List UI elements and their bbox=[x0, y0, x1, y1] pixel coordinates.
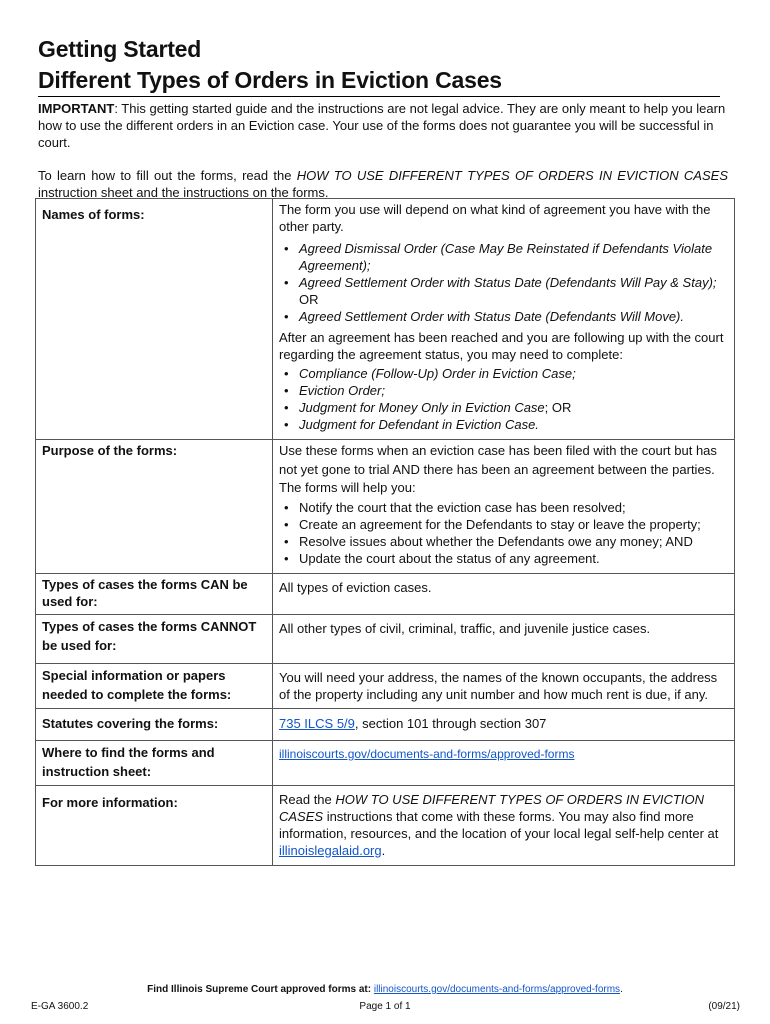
more-mid: instructions that come with these forms. You may also find more information, resources, and the location of your local legal self-help center at bbox=[279, 808, 719, 841]
special-label: Special information or papers needed to complete the forms: bbox=[36, 663, 273, 708]
purpose-label: Purpose of the forms: bbox=[36, 440, 273, 574]
where-link[interactable]: illinoiscourts.gov/documents-and-forms/approved-forms bbox=[279, 746, 575, 761]
footer-find-line bbox=[0, 984, 770, 995]
form-id: E-GA 3600.2 bbox=[31, 1001, 89, 1012]
row-special bbox=[36, 663, 735, 708]
names-label: Names of forms: bbox=[36, 199, 273, 440]
statutes-label: Statutes covering the forms: bbox=[36, 708, 273, 740]
list-item bbox=[297, 365, 728, 382]
list-item bbox=[297, 399, 728, 416]
learn-paragraph bbox=[38, 167, 728, 201]
purpose-value bbox=[273, 440, 735, 574]
more-label: For more information: bbox=[36, 785, 273, 865]
list-item-text: Judgment for Money Only in Eviction Case bbox=[299, 400, 545, 415]
list-item-tail: ; OR bbox=[544, 400, 572, 415]
list-item-text: Eviction Order; bbox=[299, 383, 385, 398]
names-list-2 bbox=[279, 365, 728, 433]
where-value bbox=[273, 740, 735, 785]
revision-date: (09/21) bbox=[708, 1001, 740, 1012]
list-item-text: Compliance (Follow-Up) Order in Eviction Case; bbox=[299, 366, 576, 381]
more-italic: HOW TO USE DIFFERENT TYPES OF ORDERS IN EVICTION CASES bbox=[279, 791, 704, 824]
names-list bbox=[279, 240, 728, 325]
cannot-label: Types of cases the forms CANNOT be used for: bbox=[36, 614, 273, 663]
learn-suffix: instruction sheet and the instructions on the forms. bbox=[38, 185, 329, 200]
list-item: • Update the court about the status of any agreement. bbox=[297, 550, 728, 567]
list-item-text: Agreed Settlement Order with Status Date (Defendants Will Pay & Stay); bbox=[299, 275, 717, 290]
more-value bbox=[273, 785, 735, 865]
important-label: IMPORTANT bbox=[38, 101, 115, 116]
footer-forms-link[interactable]: illinoiscourts.gov/documents-and-forms/approved-forms bbox=[373, 984, 621, 995]
list-item: • Resolve issues about whether the Defendants owe any money; AND bbox=[297, 533, 728, 550]
list-item bbox=[297, 274, 728, 308]
more-end: . bbox=[381, 842, 386, 858]
page-number: Page 1 of 1 bbox=[359, 1001, 411, 1012]
statutes-suffix: , section 101 through section 307 bbox=[354, 715, 547, 731]
row-names bbox=[36, 199, 735, 440]
learn-italic: HOW TO USE DIFFERENT TYPES OF ORDERS IN EVICTION CASES bbox=[296, 168, 728, 183]
important-notice bbox=[38, 100, 728, 151]
list-item bbox=[297, 240, 728, 274]
purpose-list bbox=[279, 499, 728, 567]
list-item: • Create an agreement for the Defendants to stay or leave the property; bbox=[297, 516, 728, 533]
can-label: Types of cases the forms CAN be used for: bbox=[36, 573, 273, 614]
statutes-value bbox=[273, 708, 735, 740]
list-item bbox=[297, 382, 728, 399]
names-intro: The form you use will depend on what kind of agreement you have with the other party. bbox=[279, 202, 711, 234]
list-item bbox=[297, 416, 728, 433]
list-item-text: Judgment for Defendant in Eviction Case. bbox=[299, 417, 539, 432]
row-can bbox=[36, 573, 735, 614]
title-divider bbox=[38, 96, 720, 97]
row-more bbox=[36, 785, 735, 865]
statutes-link[interactable]: 735 ILCS 5/9 bbox=[279, 715, 355, 731]
row-cannot bbox=[36, 614, 735, 663]
where-label: Where to find the forms and instruction sheet: bbox=[36, 740, 273, 785]
title-line-2: Different Types of Orders in Eviction Cases bbox=[38, 67, 502, 93]
footer-find-label: Find Illinois Supreme Court approved forms at: bbox=[147, 984, 374, 995]
important-text: : This getting started guide and the instructions are not legal advice. They are only meant to help you learn how to use the different orders in an Eviction case. Your use of the forms does not guarantee you will be successful in court. bbox=[38, 101, 726, 150]
special-value: You will need your address, the names of the known occupants, the address of the property including any unit number and how much rent is due, if any. bbox=[273, 663, 735, 708]
title-line-1: Getting Started bbox=[38, 36, 202, 62]
row-where bbox=[36, 740, 735, 785]
list-item bbox=[297, 308, 728, 325]
list-item-tail: OR bbox=[299, 292, 319, 307]
row-statutes bbox=[36, 708, 735, 740]
names-value bbox=[273, 199, 735, 440]
footer-find-end: . bbox=[620, 984, 623, 995]
more-prefix: Read the bbox=[279, 791, 336, 807]
list-item: • Notify the court that the eviction case has been resolved; bbox=[297, 499, 728, 516]
list-item-text: Agreed Dismissal Order (Case May Be Reinstated if Defendants Violate Agreement); bbox=[299, 241, 713, 273]
cannot-value: All other types of civil, criminal, traffic, and juvenile justice cases. bbox=[273, 614, 735, 663]
legal-aid-link[interactable]: illinoislegalaid.org bbox=[279, 842, 382, 858]
page-title bbox=[38, 34, 502, 96]
purpose-intro: Use these forms when an eviction case has been filed with the court but has not yet gone to trial AND there has been an agreement between the parties. The forms will help you: bbox=[279, 443, 717, 495]
names-followup: After an agreement has been reached and you are following up with the court regarding the agreement status, you may need to complete: bbox=[279, 330, 724, 362]
row-purpose bbox=[36, 440, 735, 574]
forms-info-table bbox=[35, 198, 735, 866]
list-item-text: Agreed Settlement Order with Status Date (Defendants Will Move). bbox=[299, 309, 684, 324]
learn-prefix: To learn how to fill out the forms, read the bbox=[38, 168, 297, 183]
can-value: All types of eviction cases. bbox=[273, 573, 735, 614]
